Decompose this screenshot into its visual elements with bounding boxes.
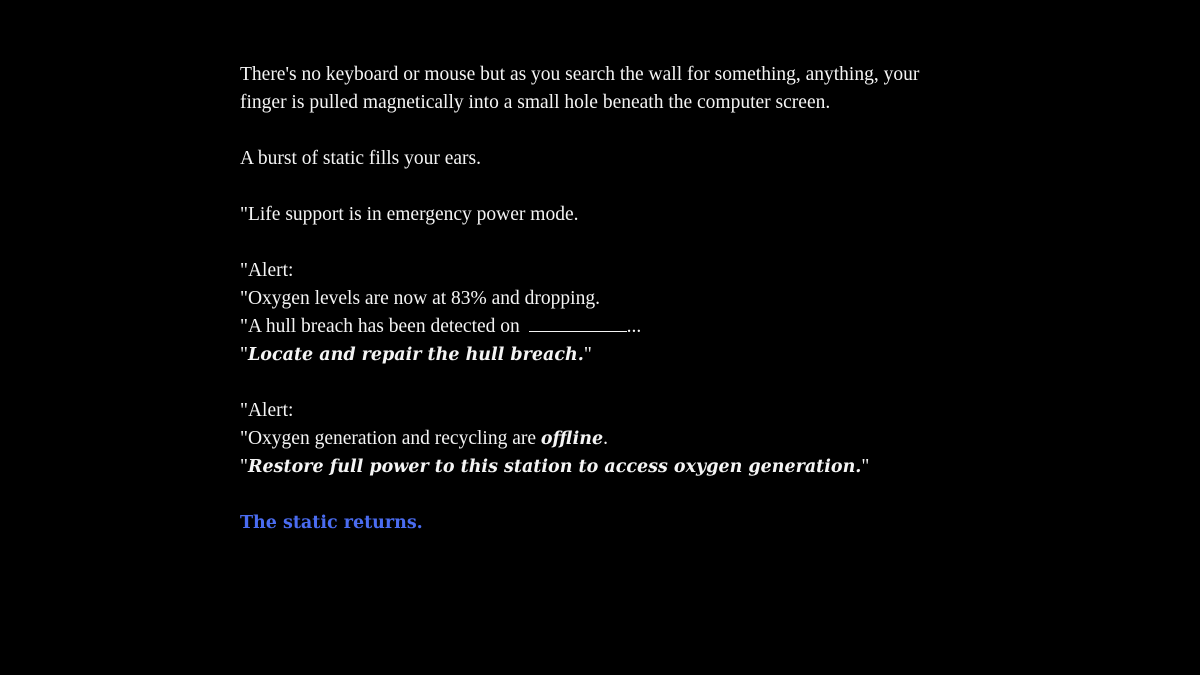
hull-directive: Locate and repair the hull breach. <box>247 345 584 365</box>
redacted-location-blank <box>529 315 627 332</box>
quote-close: " <box>583 344 592 365</box>
power-directive-line <box>240 453 970 481</box>
hull-breach-text: "A hull breach has been detected on <box>240 316 525 337</box>
hull-alert-block <box>240 257 970 369</box>
story-passage <box>240 61 970 537</box>
static-paragraph: A burst of static fills your ears. <box>240 148 481 169</box>
hull-breach-ellipsis: ... <box>626 316 642 337</box>
power-directive: Restore full power to this station to access oxygen generation. <box>247 457 862 477</box>
static-returns-link[interactable]: The static returns. <box>240 513 423 533</box>
hull-directive-line <box>240 341 970 369</box>
offline-status: offline <box>540 429 604 449</box>
period: . <box>603 428 608 449</box>
intro-paragraph: There's no keyboard or mouse but as you search the wall for something, anything, your finger is pulled magnetically into a small hole beneath the computer screen. <box>240 64 920 113</box>
quote-close: " <box>861 456 870 477</box>
alert-heading: "Alert: <box>240 260 294 281</box>
alert-heading: "Alert: <box>240 400 294 421</box>
oxygen-levels-line: "Oxygen levels are now at 83% and dropping. <box>240 288 600 309</box>
oxygen-generation-text: "Oxygen generation and recycling are <box>240 428 541 449</box>
quote-open: " <box>240 344 248 365</box>
life-support-paragraph: "Life support is in emergency power mode. <box>240 204 579 225</box>
oxygen-generation-line <box>240 425 970 453</box>
oxygen-alert-block <box>240 397 970 481</box>
hull-breach-line <box>240 313 970 341</box>
quote-open: " <box>240 456 248 477</box>
